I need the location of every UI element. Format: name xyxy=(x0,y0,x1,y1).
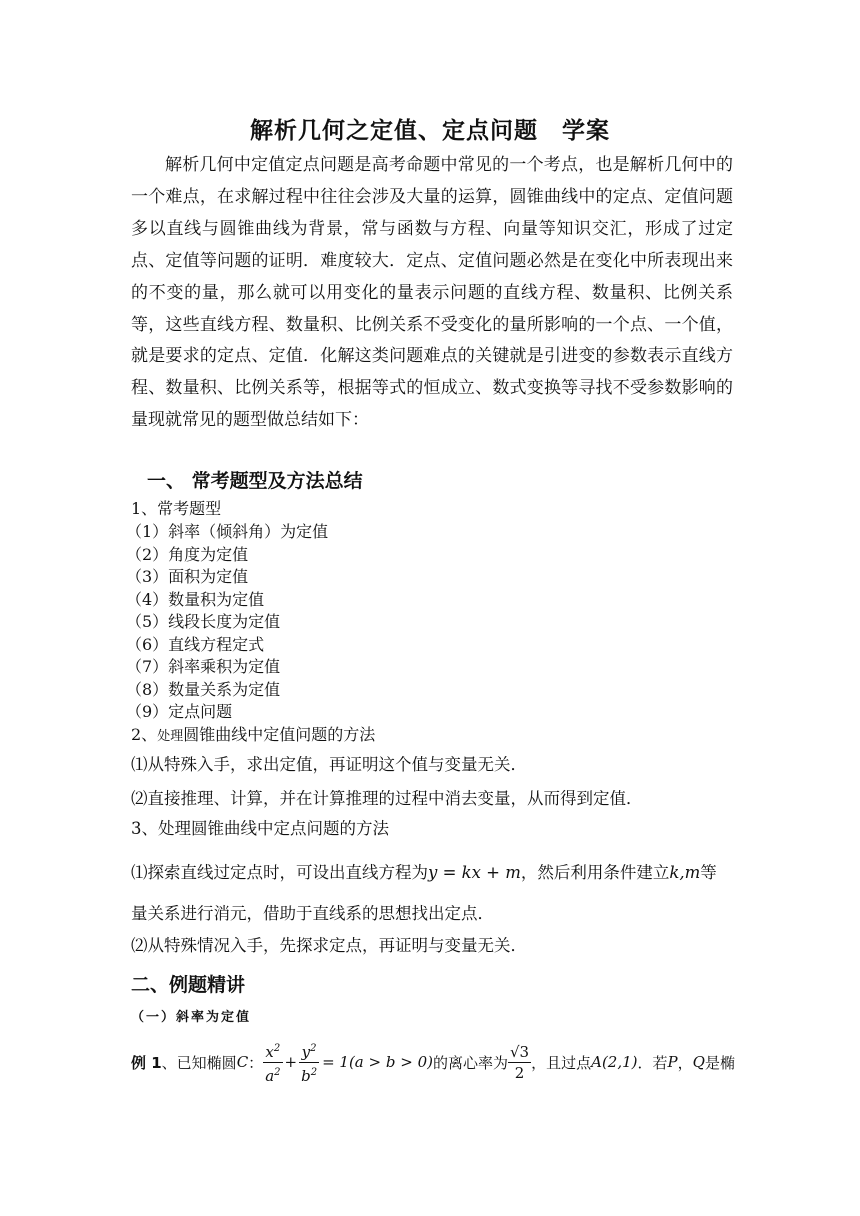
sub2-prefix: 2、 xyxy=(131,725,158,744)
eccentricity-fraction xyxy=(508,1042,531,1083)
example-comma: ， xyxy=(677,1053,693,1072)
page-title: 解析几何之定值、定点问题 学案 xyxy=(250,118,610,144)
list-item: （9）定点问题 xyxy=(126,702,233,721)
point-p: P xyxy=(667,1053,678,1071)
list-item: （3）面积为定值 xyxy=(126,567,249,586)
list-item: （1）斜率（倾斜角）为定值 xyxy=(126,522,329,541)
example-text-a: 、已知椭圆 xyxy=(161,1053,237,1072)
subheading-common-types: 1、常考题型 xyxy=(131,499,222,518)
section1-heading: 一、 常考题型及方法总结 xyxy=(147,470,363,492)
example-text-d: ．若 xyxy=(637,1053,668,1072)
subheading-fixed-value-method xyxy=(131,724,375,749)
point-method-2: ⑵从特殊情况入手，先探求定点，再证明与变量无关． xyxy=(131,936,527,955)
variables-km: k,m xyxy=(669,863,701,882)
eccentricity-denominator: 2 xyxy=(514,1063,525,1082)
b-var: b xyxy=(301,1066,311,1085)
a-var: a xyxy=(265,1066,275,1085)
point-method-1-cont: 量关系进行消元，借助于直线系的思想找出定点． xyxy=(131,904,494,923)
example-text-e: 是椭 xyxy=(704,1053,735,1072)
ellipse-name: C xyxy=(236,1053,249,1071)
example-1: 例 1 、已知椭圆 C ： $\frac{x^2}{a^2}$ + $\frac{y^2}{b^2}$ = 1(a > b > 0) 的离心率为 $\frac{√3}{2}$ ，且过点 A(2,1) ．若 P ， Q 是椭 xyxy=(131,1034,735,1090)
y-var: y xyxy=(301,1042,311,1061)
method-2: ⑵直接推理、计算，并在计算推理的过程中消去变量，从而得到定值． xyxy=(131,789,643,808)
p1-text-c: 等 xyxy=(700,863,717,882)
p1-text-a: ⑴探索直线过定点时，可设出直线方程为 xyxy=(131,863,428,882)
section2-heading: 二、例题精讲 xyxy=(131,974,246,996)
point-method-1 xyxy=(131,859,717,883)
line-equation: y = kx + m xyxy=(428,863,521,882)
intro-text: 解析几何中定值定点问题是高考命题中常见的一个考点，也是解析几何中的一个难点，在求解过程中往往会涉及大量的运算，圆锥曲线中的定点、定值问题多以直线与圆锥曲线为背景，常与函数与方程、向量等知识交汇，形成了过定点、定值等问题的证明．难度较大．定点、定值问题必然是在变化中所表现出来的不变的量，那么就可以用变化的量表示问题的直线方程、数量积、比例关系等，这些直线方程、数量积、比例关系不受变化的量所影响的一个点、一个值，就是要求的定点、定值．化解这类问题难点的关键就是引进变的参数表示直线方程、数量积、比例关系等，根据等式的恒成立、数式变换等寻找不受参数影响的量现就常见的题型做总结如下： xyxy=(131,155,733,431)
list-item: （2）角度为定值 xyxy=(126,544,249,564)
example-label: 例 1 xyxy=(131,1053,162,1072)
sub2-rest: 圆锥曲线中定值问题的方法 xyxy=(183,725,376,744)
x-var: x xyxy=(265,1042,274,1061)
sub2-small: 处理 xyxy=(157,729,184,744)
list-item: （7）斜率乘积为定值 xyxy=(126,657,281,676)
list-item: （4）数量积为定值 xyxy=(126,589,265,609)
subheading-fixed-point-method: 3、处理圆锥曲线中定点问题的方法 xyxy=(131,819,389,838)
example-text-b: 的离心率为 xyxy=(432,1053,508,1072)
p1-text-b: ，然后利用条件建立 xyxy=(520,863,670,882)
list-item: （5）线段长度为定值 xyxy=(126,612,281,631)
types-list xyxy=(126,521,328,724)
fraction-y2-b2: $\frac{y^2}{b^2}$ xyxy=(299,1039,319,1086)
equation-tail: = 1(a > b > 0) xyxy=(322,1053,433,1071)
list-item: （8）数量关系为定值 xyxy=(126,679,281,699)
point-q: Q xyxy=(692,1053,705,1071)
example-text-c: ，且过点 xyxy=(531,1053,592,1072)
fraction-x2-a2: $\frac{x^2}{a^2}$ xyxy=(263,1039,282,1086)
method-1: ⑴从特殊入手，求出定值，再证明这个值与变量无关． xyxy=(131,755,527,774)
point-a: A(2,1) xyxy=(591,1053,638,1071)
eccentricity-numerator: √3 xyxy=(509,1042,530,1061)
subsection-slope: （一）斜率为定值 xyxy=(131,1010,252,1025)
list-item: （6）直线方程定式 xyxy=(126,634,265,654)
intro-paragraph xyxy=(131,150,733,437)
example-colon: ： xyxy=(248,1053,264,1072)
